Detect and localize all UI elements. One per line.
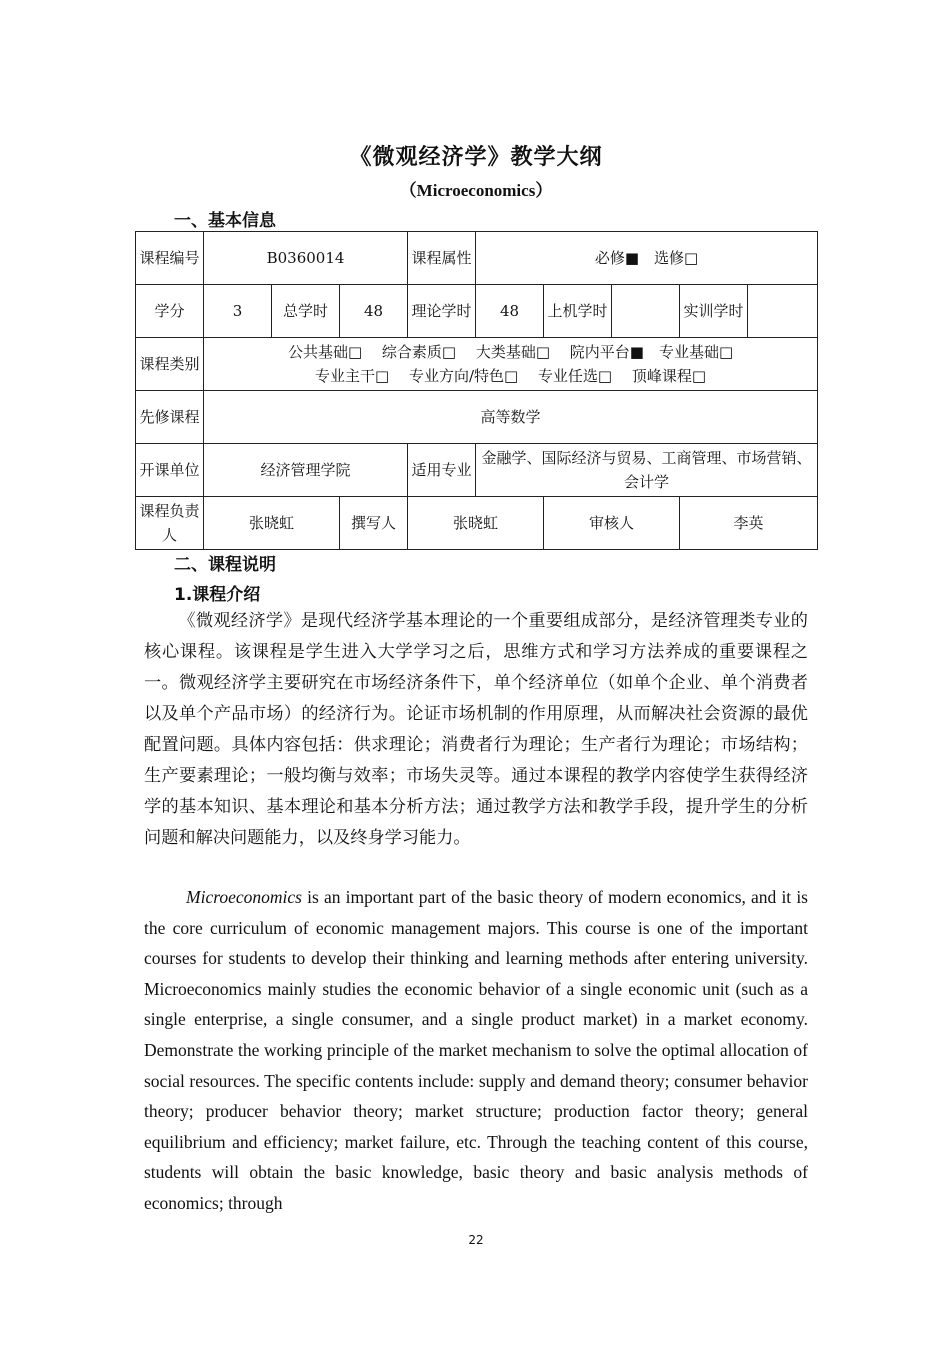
- category-line-1: 公共基础□ 综合素质□ 大类基础□ 院内平台■ 专业基础□: [287, 343, 734, 361]
- intro-paragraph-zh: 《微观经济学》是现代经济学基本理论的一个重要组成部分，是经济管理类专业的核心课程。该课程是学生进入大学学习之后，思维方式和学习方法养成的重要课程之一。微观经济学主要研究在市场经济条件下，单个经济单位（如单个企业、单个消费者以及单个产品市场）的经济行为。论证市场机制的作用原理，从而解决社会资源的最优配置问题。具体内容包括：供求理论；消费者行为理论；生产者行为理论；市场结构；生产要素理论；一般均衡与效率；市场失灵等。通过本课程的教学内容使学生获得经济学的基本知识、基本理论和基本分析方法；通过教学方法和教学手段，提升学生的分析问题和解决问题能力，以及终身学习能力。: [144, 611, 808, 848]
- computer-hours-label: 上机学时: [544, 285, 612, 338]
- page-number: 22: [468, 1233, 484, 1247]
- major-value: 金融学、国际经济与贸易、工商管理、市场营销、会计学: [476, 444, 818, 497]
- theory-hours-label: 理论学时: [408, 285, 476, 338]
- category-line-2: 专业主干□ 专业方向/特色□ 专业任选□ 顶峰课程□: [315, 367, 707, 385]
- course-code: B0360014: [204, 232, 408, 285]
- credit-value: 3: [204, 285, 272, 338]
- prereq-value: 高等数学: [204, 391, 818, 444]
- course-code-label: 课程编号: [136, 232, 204, 285]
- document-subtitle: （Microeconomics）: [399, 181, 553, 200]
- section-heading-course-desc: 二、课程说明: [174, 555, 276, 575]
- reviewer-value: 李英: [680, 497, 818, 550]
- writer-value: 张晓虹: [408, 497, 544, 550]
- practice-hours-label: 实训学时: [680, 285, 748, 338]
- lead-label: 课程负责人: [136, 497, 204, 550]
- intro-paragraph-en: [144, 882, 808, 1219]
- category-options: [204, 338, 818, 391]
- lead-value: 张晓虹: [204, 497, 340, 550]
- practice-hours-value: [748, 285, 818, 338]
- course-attr-value: 必修■ 选修□: [476, 232, 818, 285]
- credit-label: 学分: [136, 285, 204, 338]
- intro-en-italic-term: Microeconomics: [186, 887, 302, 907]
- major-label: 适用专业: [408, 444, 476, 497]
- document-title: 《微观经济学》教学大纲: [349, 145, 603, 170]
- section-heading-basic-info: 一、基本信息: [174, 211, 276, 231]
- total-hours-label: 总学时: [272, 285, 340, 338]
- computer-hours-value: [612, 285, 680, 338]
- total-hours-value: 48: [340, 285, 408, 338]
- dept-value: 经济管理学院: [204, 444, 408, 497]
- reviewer-label: 审核人: [544, 497, 680, 550]
- dept-label: 开课单位: [136, 444, 204, 497]
- intro-en-text: is an important part of the basic theory of modern economics, and it is the core curriculum of economic management majors. This course is one of the important courses for students to develop their thinking and learning methods after entering university. Microeconomics mainly studies the economic behavior of a single economic unit (such as a single enterprise, a single consumer, and a single product market) in a market economy. Demonstrate the working principle of the market mechanism to solve the optimal allocation of social resources. The specific contents include: supply and demand theory; consumer behavior theory; producer behavior theory; market structure; production factor theory; general equilibrium and efficiency; market failure, etc. Through the teaching content of this course, students will obtain the basic knowledge, basic theory and basic analysis methods of economics; through: [144, 887, 808, 1213]
- writer-label: 撰写人: [340, 497, 408, 550]
- theory-hours-value: 48: [476, 285, 544, 338]
- subsection-heading-intro: 1.课程介绍: [174, 585, 261, 605]
- basic-info-table: [135, 231, 818, 550]
- category-label: 课程类别: [136, 338, 204, 391]
- course-attr-label: 课程属性: [408, 232, 476, 285]
- prereq-label: 先修课程: [136, 391, 204, 444]
